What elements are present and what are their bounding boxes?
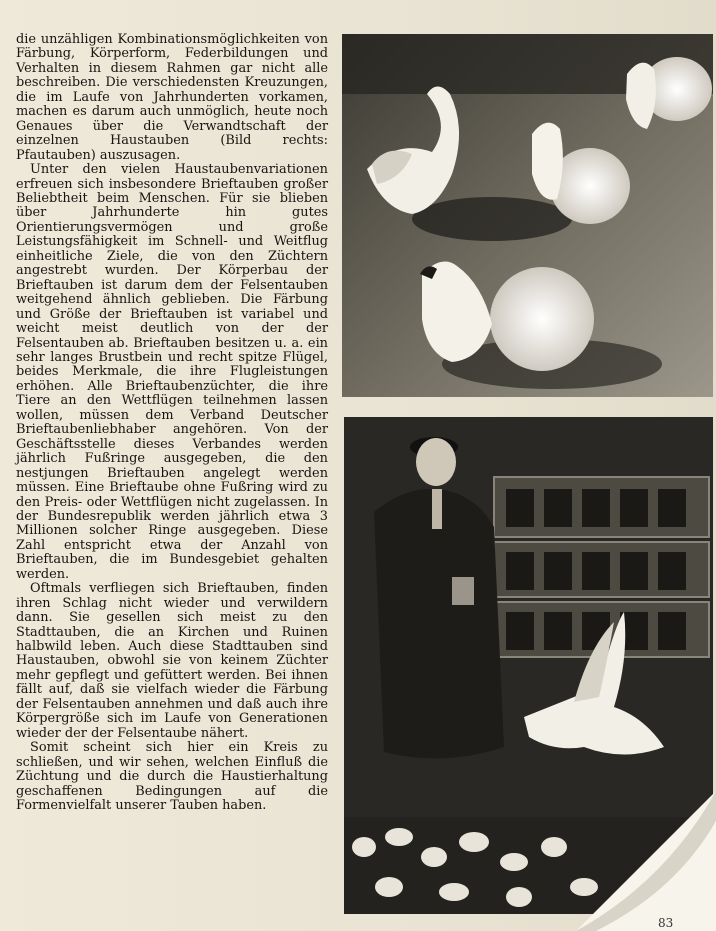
- photo-fantail-pigeons: [342, 34, 713, 397]
- article-paragraph-1: die unzähligen Kombinationsmöglichkeiten von Färbung, Körperform, Federbildungen und Verhalten in diesem Rahmen gar nicht alle beschreiben. Die verschiedensten Kreuzungen, die im Laufe von Jahrhunderten vorkamen, machen es darum auch unmöglich, heute noch Genaues über die Verwandtschaft der einzelnen Haustauben (Bild rechts: Pfautauben) auszusagen.: [16, 32, 328, 163]
- page-number: 83: [658, 916, 674, 930]
- article-paragraph-2: Unter den vielen Haustaubenvariationen erfreuen sich insbesondere Brieftauben großer Beliebtheit beim Menschen. Für sie blieben über Jahrhunderte hin gutes Orientierungsvermögen und große Leistungsfähigkeit im Schnell- und Weitflug einheitliche Ziele, die von den Züchtern angestrebt wurden. Der Körperbau der Brieftauben ist darum dem der Felsentauben weitgehend ähnlich geblieben. Die Färbung und Größe der Brieftauben ist variabel und weicht meist deutlich von der der Felsentauben ab. Brieftauben besitzen u. a. ein sehr langes Brustbein und recht spitze Flügel, beides Merkmale, die ihre Flugleistungen erhöhen. Alle Brieftaubenzüchter, die ihre Tiere an den Wettflügen teilnehmen lassen wollen, müssen dem Verband Deutscher Brieftaubenliebhaber angehören. Von der Geschäftsstelle dieses Verbandes werden jährlich Fußringe ausgegeben, die den nestjungen Brieftauben angelegt werden müssen. Eine Brieftaube ohne Fußring wird zu den Preis- oder Wettflügen nicht zugelassen. In der Bundesrepublik werden jährlich etwa 3 Millionen solcher Ringe ausgegeben. Diese Zahl entspricht etwa der Anzahl von Brieftauben, die im Bundesgebiet gehalten werden.: [16, 162, 328, 582]
- article-paragraph-4: Somit scheint sich hier ein Kreis zu schließen, und wir sehen, welchen Einfluß die Züchtung und die durch die Haustierhaltung geschaffenen Bedingungen auf die Formenvielfalt unserer Tauben haben.: [16, 740, 328, 814]
- article-text-column: [16, 33, 328, 813]
- page-curl-corner: [516, 731, 716, 931]
- article-paragraph-3: Oftmals verfliegen sich Brieftauben, finden ihren Schlag nicht wieder und verwildern dann. Sie gesellen sich meist zu den Stadttauben, die an Kirchen und Ruinen halbwild leben. Auch diese Stadttauben sind Haustauben, obwohl sie von keinem Züchter mehr gepflegt und gefüttert werden. Bei ihnen fällt auf, daß sie vielfach wieder die Färbung der Felsentauben annehmen und daß auch ihre Körpergröße sich im Laufe von Generationen wieder der der Felsentaube nähert.: [16, 581, 328, 741]
